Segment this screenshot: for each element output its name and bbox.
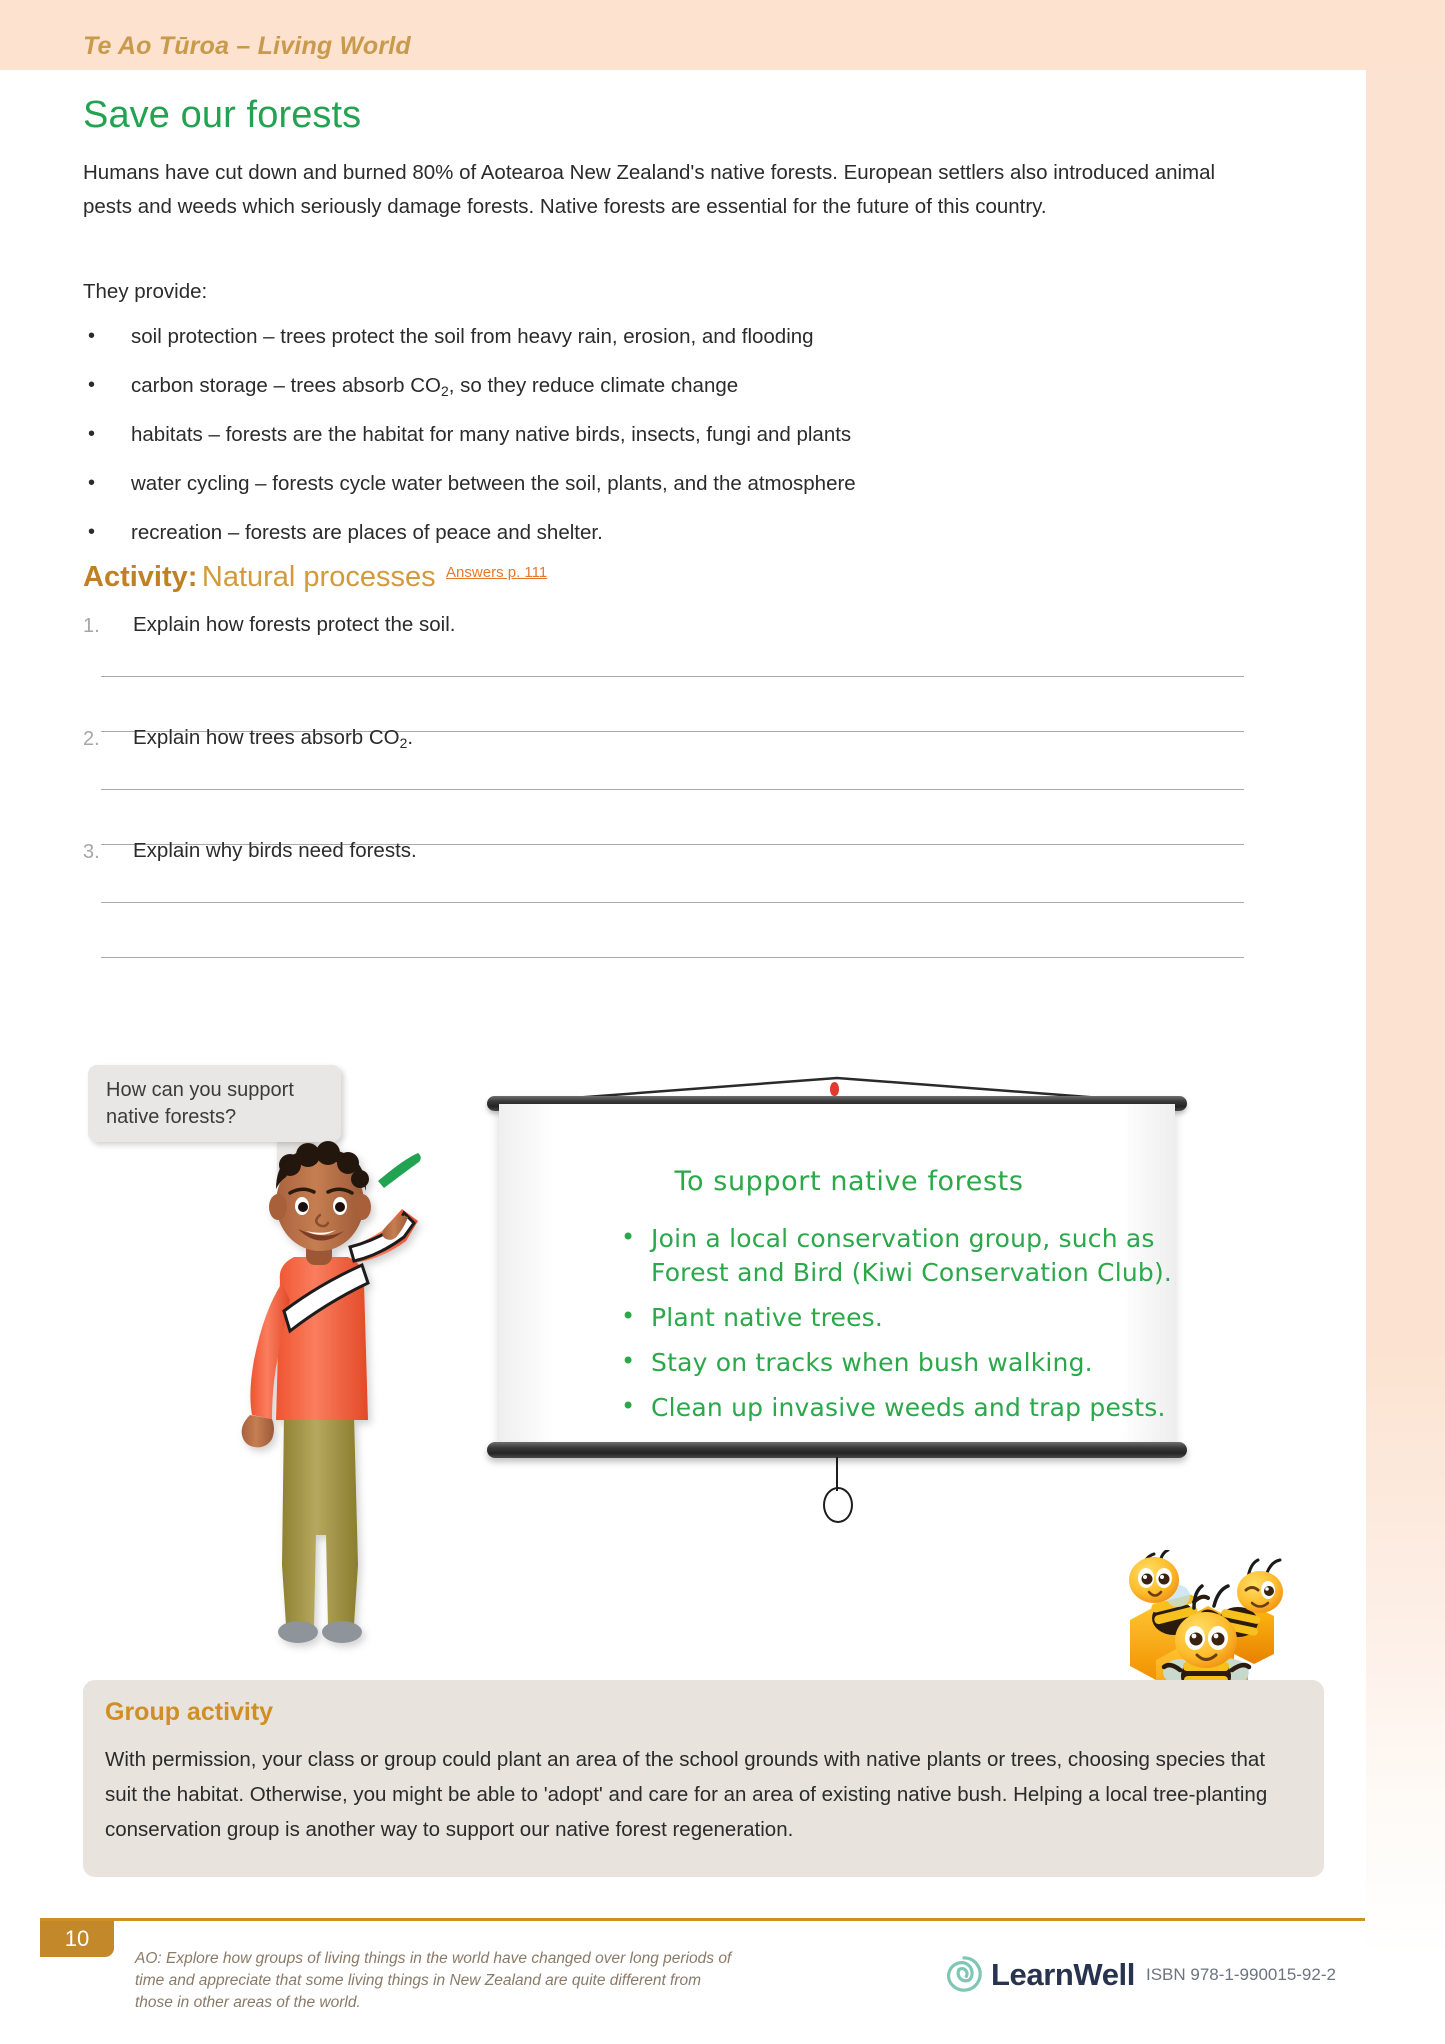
subscript: 2 [440,382,449,399]
question-number: 2. [83,728,100,750]
footer-rule [40,1918,1365,1921]
boy-figure-icon [228,1135,428,1680]
question-text [133,613,455,638]
subscript: 2 [399,734,408,751]
screen-list-item-text: Clean up invasive weeds and trap pests. [651,1393,1166,1422]
bullet-dot: • [88,520,96,543]
bullet-dot: • [621,1392,636,1420]
answer-line[interactable] [101,957,1244,958]
bullet-dot: • [88,471,96,494]
answer-line[interactable] [101,902,1244,903]
page-number: 10 [64,1926,90,1951]
speech-bubble-text: How can you support native forests? [106,1079,294,1128]
activity-label: Activity: [83,561,198,593]
group-activity-title: Group activity [105,1698,274,1726]
screen-pull-ring-icon [823,1487,853,1523]
question-text-post: . [407,726,414,749]
screen-list-item [619,1391,1179,1425]
bullet-dot: • [621,1302,636,1330]
lead-in-text: They provide: [83,280,208,303]
bullet-dot: • [88,373,96,396]
screen-list-item-text: Stay on tracks when bush walking. [651,1348,1093,1377]
brand-name: LearnWell [991,1957,1135,1992]
bullet-dot: • [621,1223,636,1251]
list-item-text-post: , so they reduce climate change [448,373,739,397]
group-activity-text: With permission, your class or group could plant an area of the school grounds with native plants or trees, choosing species that suit the habitat. Otherwise, you might be able to 'adopt' and care for an area of existing native bush. Helping a local tree-planting conservation group is another way to support our native forest regeneration. [105,1748,1268,1841]
list-item-text: habitats – forests are the habitat for many native birds, insects, fungi and plants [131,422,852,446]
screen-bottom-bar [487,1442,1187,1458]
question-text [133,726,413,751]
list-item [83,467,1243,506]
screen-title: To support native forests [674,1166,1024,1197]
benefits-list [83,320,1243,564]
list-item [83,369,1243,408]
list-item-text: recreation – forests are places of peace and shelter. [131,520,603,544]
question-number: 1. [83,615,100,637]
activity-name: Natural processes [201,561,436,593]
list-item [83,320,1243,359]
bullet-dot: • [621,1347,636,1375]
screen-hook-icon [830,1082,839,1096]
bullet-dot: • [88,422,96,445]
question-text-pre: Explain how forests protect the soil. [133,613,456,636]
learnwell-spiral-icon [945,1955,983,1993]
activity-heading [83,561,547,594]
answers-reference-link[interactable]: Answers p. 111 [446,564,548,581]
question-text [133,839,417,864]
screen-list-item-text: Join a local conservation group, such as Forest and Bird (Kiwi Conservation Club). [651,1224,1173,1287]
group-activity-box [83,1680,1324,1877]
page-title: Save our forests [83,94,362,136]
screen-list-item-text: Plant native trees. [651,1303,884,1332]
right-margin-band [1366,0,1445,2044]
list-item-text: carbon storage – trees absorb CO [131,373,441,397]
screen-list-item [619,1346,1179,1380]
boy-illustration [228,1135,408,1675]
projector-screen [487,1068,1187,1548]
question-number: 3. [83,841,100,863]
question-text-pre: Explain why birds need forests. [133,839,417,862]
list-item-text: water cycling – forests cycle water between the soil, plants, and the atmosphere [131,471,856,495]
page-number-tab [40,1921,114,1957]
speech-bubble [88,1065,341,1142]
screen-list-item [619,1222,1179,1290]
answer-line[interactable] [101,789,1244,790]
bullet-dot: • [88,325,96,347]
isbn-text: ISBN 978-1-990015-92-2 [1146,1965,1336,1984]
intro-paragraph: Humans have cut down and burned 80% of Aotearoa New Zealand's native forests. European settlers also introduced animal pests and weeds which seriously damage forests. Native forests are essential for the future of this country. [83,161,1216,218]
list-item-text: soil protection – trees protect the soil from heavy rain, erosion, and flooding [131,325,814,348]
achievement-objective-text: AO: Explore how groups of living things in the world have changed over long periods of time and appreciate that some living things in New Zealand are quite different from those in other areas of the world. [135,1950,732,2011]
screen-list [619,1222,1179,1436]
list-item [83,516,1243,555]
question-text-pre: Explain how trees absorb CO [133,726,400,749]
section-title: Te Ao Tūroa – Living World [83,32,411,60]
answer-line[interactable] [101,676,1244,677]
screen-canvas [499,1104,1175,1448]
list-item [83,418,1243,457]
screen-pull-cord [836,1457,838,1491]
screen-list-item [619,1301,1179,1335]
